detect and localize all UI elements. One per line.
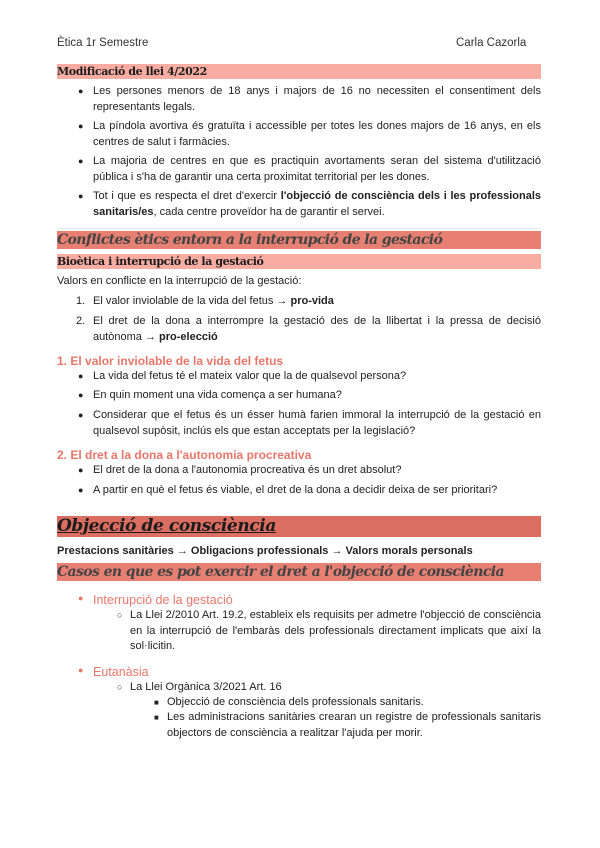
list-item — [78, 189, 542, 220]
list-item-text: , cada centre proveïdor ha de garantir el servei. — [153, 205, 385, 218]
sub-item-text: La Llei Orgànica 3/2021 Art. 16 — [130, 681, 282, 693]
list-item-text: A partir en què el fetus és viable, el dret de la dona a decidir deixa de ser prioritari? — [93, 484, 498, 496]
list-item — [78, 369, 541, 385]
item-number: 1. — [76, 295, 86, 307]
heading-conflictes-etics: Conflictes ètics entorn a la interrupció de la gestació — [57, 231, 541, 249]
list-item — [78, 483, 541, 499]
bullet-icon: ● — [78, 86, 84, 96]
item-number: 2. — [76, 315, 86, 327]
bullet-icon: ● — [78, 485, 84, 495]
bullet-icon: ● — [78, 371, 84, 381]
item-text: El valor inviolable de la vida del fetus → — [93, 295, 291, 307]
sub-list-item — [117, 608, 541, 655]
list-item-text: La majoria de centres en que es practiquin avortaments seran del sistema d'utilització pública i s'ha de garantir una certa proximitat territorial per les dones. — [93, 155, 541, 183]
heading-valor-inviolable: 1. El valor inviolable de la vida del fetus — [57, 354, 284, 368]
divider — [57, 228, 541, 229]
sub-item-text: La Llei 2/2010 Art. 19.2, estableix els requisits per admetre l'objecció de consciència en la interrupció de l'embaràs dels professionals directament implicats que així la sol·licitin. — [130, 609, 541, 652]
heading-objeccio-consciencia: Objecció de consciència — [57, 516, 541, 537]
circle-bullet-icon: ○ — [117, 682, 123, 692]
list-item — [78, 408, 541, 439]
intro-text: Valors en conflicte en la interrupció de la gestació: — [57, 275, 302, 287]
list-item-bold: l'objecció de consciència dels i les professionals sanitaris/es — [93, 190, 542, 218]
square-bullet-icon: ■ — [154, 713, 159, 722]
heading-bioetica: Bioètica i interrupció de la gestació — [57, 254, 541, 269]
bullet-icon: ● — [78, 121, 84, 131]
list-item-text: Tot i que es respecta el dret d'exercir — [93, 190, 281, 202]
list-item — [78, 84, 541, 115]
list-item-text: En quin moment una vida comença a ser humana? — [93, 389, 342, 401]
list-item — [78, 119, 541, 150]
heading-modificacio-llei: Modificació de llei 4/2022 — [57, 64, 541, 79]
case-title: Interrupció de la gestació — [93, 593, 233, 607]
chain-text: Prestacions sanitàries → Obligacions professionals → Valors morals personals — [57, 545, 473, 557]
header-course: Ètica 1r Semestre — [57, 37, 149, 49]
list-item-text: Considerar que el fetus és un ésser humà farien immoral la interrupció de la gestació en qualsevol supòsit, inclús els que estan acceptats per la legislació? — [93, 409, 541, 437]
sub-list-item — [117, 680, 541, 696]
list-item — [78, 154, 541, 185]
square-bullet-icon: ■ — [154, 698, 159, 707]
numbered-item — [76, 314, 541, 345]
numbered-item — [76, 294, 541, 310]
sub-sub-list-item — [154, 710, 541, 741]
item-bold: pro-vida — [290, 295, 334, 307]
bullet-icon: ● — [78, 665, 84, 675]
item-text: El dret de la dona a interrompre la gestació des de la llibertat i la pressa de decisió autònoma → — [93, 315, 541, 343]
sub-sub-list-item — [154, 695, 541, 711]
item-bold: pro-elecció — [159, 330, 218, 343]
sub-sub-item-text: Les administracions sanitàries crearan un registre de professionals sanitaris objectors de consciència a realitzar l'ajuda per morir. — [167, 711, 541, 739]
bullet-icon: ● — [78, 156, 84, 166]
heading-autonomia-procreativa: 2. El dret a la dona a l'autonomia procreativa — [57, 448, 312, 462]
bullet-icon: ● — [78, 191, 84, 201]
list-item-text: La píndola avortiva és gratuïta i accessible per totes les dones majors de 16 anys, en els centres de salut i farmàcies. — [93, 120, 541, 148]
bullet-icon: ● — [78, 390, 84, 400]
list-item — [78, 463, 541, 479]
circle-bullet-icon: ○ — [117, 610, 123, 620]
list-item — [78, 388, 541, 404]
bullet-icon: ● — [78, 593, 84, 603]
list-item-text: Les persones menors de 18 anys i majors de 16 no necessiten el consentiment dels representants legals. — [93, 85, 541, 113]
case-interrupcio — [78, 593, 233, 607]
header-author: Carla Cazorla — [456, 37, 527, 49]
sub-sub-item-text: Objecció de consciència dels professionals sanitaris. — [167, 696, 424, 708]
case-title: Eutanàsia — [93, 665, 149, 679]
heading-casos: Casos en que es pot exercir el dret a l'objecció de consciència — [57, 563, 541, 581]
list-item-text: El dret de la dona a l'autonomia procreativa és un dret absolut? — [93, 464, 402, 476]
bullet-icon: ● — [78, 465, 84, 475]
case-eutanasia — [78, 665, 149, 679]
bullet-icon: ● — [78, 410, 84, 420]
list-item-text: La vida del fetus té el mateix valor que la de qualsevol persona? — [93, 370, 407, 382]
